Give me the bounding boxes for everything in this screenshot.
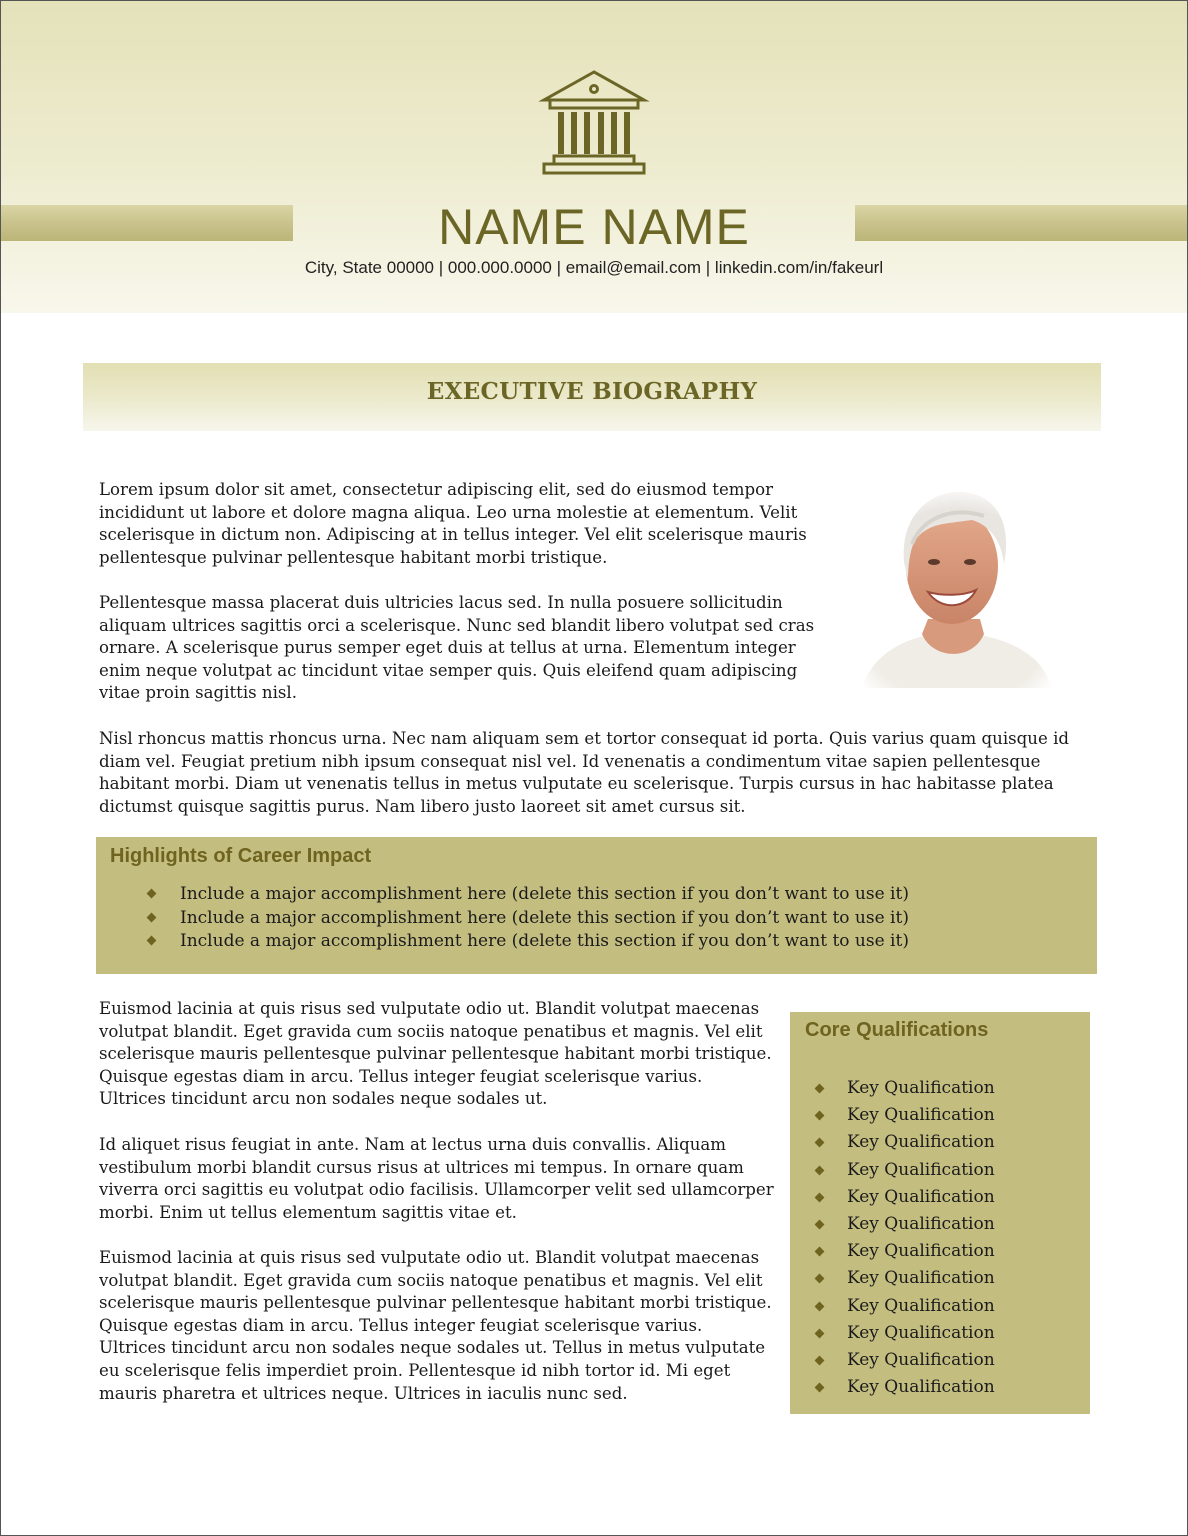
diamond-bullet-icon	[147, 912, 157, 922]
list-item: Key Qualification	[814, 1238, 995, 1265]
list-item: Include a major accomplishment here (delete this section if you don’t want to use it)	[146, 883, 909, 907]
bio-paragraph-3: Nisl rhoncus mattis rhoncus urna. Nec nam aliquam sem et tortor consequat id porta. Quis varius quam quisque id diam vel. Feugiat pretium nibh ipsum consequat nisl vel. Id venenatis a condimentum vitae sapien pellentesque habitant morbi. Diam ut venenatis tellus in metus vulputate eu scelerisque. Turpis cursus in hac habitasse platea dictumst quisque sagittis purus. Nam libero justo laoreet sit amet cursus sit.	[99, 729, 1070, 816]
diamond-bullet-icon	[815, 1355, 825, 1365]
core-qualifications-title: Core Qualifications	[805, 1019, 989, 1041]
diamond-bullet-icon	[815, 1219, 825, 1229]
diamond-bullet-icon	[815, 1328, 825, 1338]
headshot-photo	[852, 484, 1062, 688]
list-item: Key Qualification	[814, 1184, 995, 1211]
list-item: Key Qualification	[814, 1075, 995, 1102]
list-item: Key Qualification	[814, 1293, 995, 1320]
list-item: Include a major accomplishment here (delete this section if you don’t want to use it)	[146, 907, 909, 931]
list-item: Key Qualification	[814, 1320, 995, 1347]
list-item: Key Qualification	[814, 1374, 995, 1401]
list-item: Key Qualification	[814, 1265, 995, 1292]
core-qualifications-list	[814, 1075, 995, 1401]
diamond-bullet-icon	[815, 1274, 825, 1284]
bio-paragraph-1: Lorem ipsum dolor sit amet, consectetur adipiscing elit, sed do eiusmod tempor incididunt ut labore et dolore magna aliqua. Leo urna molestie at elementum. Velit scelerisque in dictum non. Adipiscing at in tellus integer. Vel elit scelerisque mauris pellentesque pulvinar pellentesque habitant morbi tristique.	[99, 480, 807, 567]
diamond-bullet-icon	[815, 1192, 825, 1202]
contact-info: City, State 00000 | 000.000.0000 | email@email.com | linkedin.com/in/fakeurl	[304, 258, 884, 277]
highlights-title: Highlights of Career Impact	[110, 845, 372, 867]
body-paragraph-3: Euismod lacinia at quis risus sed vulputate odio ut. Blandit volutpat maecenas volutpat blandit. Eget gravida cum sociis natoque penatibus et magnis. Vel elit scelerisque mauris pellentesque pulvinar pellentesque habitant morbi tristique. Quisque egestas diam in arcu. Tellus integer feugiat scelerisque varius. Ultrices tincidunt arcu non sodales neque sodales ut. Tellus in metus vulputate eu scelerisque felis imperdiet proin. Pellentesque id nibh tortor id. Mi eget mauris pharetra et ultrices neque. Ultrices in iaculis nunc sed.	[99, 1248, 772, 1403]
diamond-bullet-icon	[147, 889, 157, 899]
diamond-bullet-icon	[815, 1111, 825, 1121]
body-paragraph-2: Id aliquet risus feugiat in ante. Nam at lectus urna duis convallis. Aliquam vestibulum morbi blandit cursus risus at ultrices mi tempus. In ornare quam viverra orci sagittis eu volutpat odio facilisis. Ullamcorper velit sed ullamcorper morbi. Enim ut tellus elementum sagittis vitae et.	[99, 1135, 774, 1222]
diamond-bullet-icon	[815, 1084, 825, 1094]
diamond-bullet-icon	[815, 1301, 825, 1311]
diamond-bullet-icon	[815, 1138, 825, 1148]
body-paragraph-1: Euismod lacinia at quis risus sed vulputate odio ut. Blandit volutpat maecenas volutpat blandit. Eget gravida cum sociis natoque penatibus et magnis. Vel elit scelerisque mauris pellentesque pulvinar pellentesque habitant morbi tristique. Quisque egestas diam in arcu. Tellus integer feugiat scelerisque varius. Ultrices tincidunt arcu non sodales neque sodales ut.	[99, 999, 772, 1109]
diamond-bullet-icon	[815, 1383, 825, 1393]
section-title: EXECUTIVE BIOGRAPHY	[426, 378, 758, 405]
highlights-list	[146, 883, 909, 954]
list-item: Include a major accomplishment here (delete this section if you don’t want to use it)	[146, 930, 909, 954]
diamond-bullet-icon	[815, 1247, 825, 1257]
bank-building-icon	[538, 68, 650, 178]
list-item: Key Qualification	[814, 1157, 995, 1184]
list-item: Key Qualification	[814, 1129, 995, 1156]
bio-paragraph-2: Pellentesque massa placerat duis ultricies lacus sed. In nulla posuere sollicitudin aliquam ultrices sagittis orci a scelerisque. Nunc sed blandit libero volutpat sed cras ornare. A scelerisque purus semper eget duis at tellus at urna. Elementum integer enim neque volutpat ac tincidunt vitae semper quis. Quis eleifend quam adipiscing vitae proin sagittis nisl.	[99, 593, 815, 703]
candidate-name: NAME NAME	[438, 199, 750, 255]
list-item: Key Qualification	[814, 1102, 995, 1129]
list-item: Key Qualification	[814, 1347, 995, 1374]
list-item: Key Qualification	[814, 1211, 995, 1238]
diamond-bullet-icon	[815, 1165, 825, 1175]
diamond-bullet-icon	[147, 936, 157, 946]
